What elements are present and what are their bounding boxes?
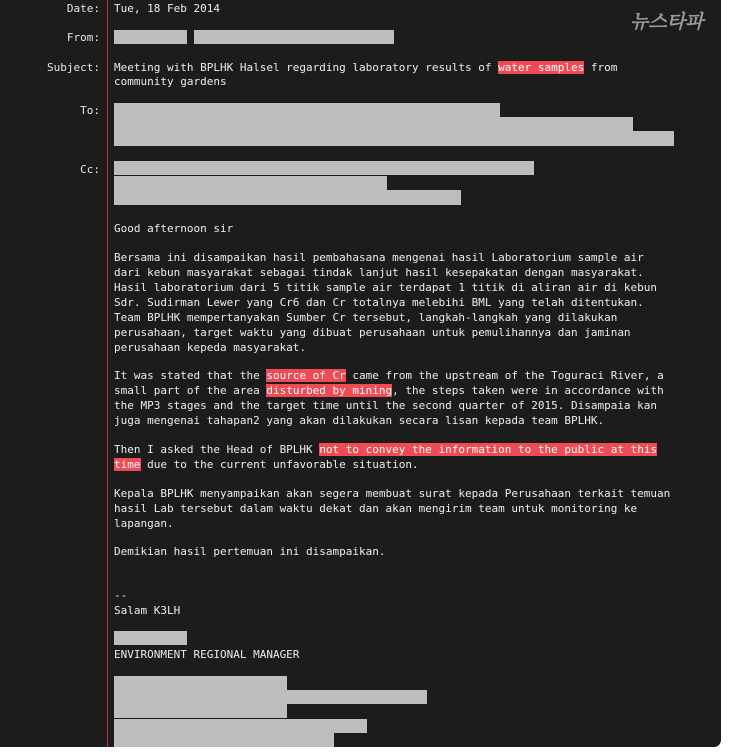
subject-highlight: water samples <box>498 61 585 74</box>
redacted-footer-4 <box>114 719 367 733</box>
logo-text: 뉴스타파 <box>630 11 704 33</box>
highlight-source-of-cr: source of Cr <box>266 369 346 382</box>
newstapa-logo <box>628 8 710 34</box>
signature-dash: -- <box>114 589 128 602</box>
paragraph-4: Kepala BPLHK menyampaikan akan segera membuat surat kepada Perusahaan terkait temuan hasil Lab tersebut dalam waktu dekat dan akan mengirim team untuk monitoring ke lapangan. <box>114 487 671 530</box>
redacted-from-name <box>114 30 187 44</box>
redacted-footer-5 <box>114 733 334 747</box>
redacted-cc-2 <box>114 176 387 190</box>
redacted-to-2 <box>114 117 633 131</box>
redacted-signer-name <box>114 631 187 645</box>
paragraph-5: Demikian hasil pertemuan ini disampaikan. <box>114 545 386 558</box>
redacted-to-3 <box>114 131 674 146</box>
subject-value-line2: community gardens <box>114 75 227 88</box>
date-value: Tue, 18 Feb 2014 <box>114 2 220 15</box>
from-label: From: <box>66 31 100 44</box>
redacted-cc-3 <box>114 190 461 205</box>
subject-value: Meeting with BPLHK Halsel regarding laboratory results of water samples from <box>114 61 618 74</box>
redacted-to-1 <box>114 103 500 117</box>
redacted-cc-1 <box>114 161 534 175</box>
date-label: Date: <box>66 2 100 15</box>
redacted-footer-3 <box>114 704 287 718</box>
highlight-disturbed-by-mining: disturbed by mining <box>266 384 393 397</box>
signature-name: Salam K3LH <box>114 604 181 617</box>
redacted-from-address <box>194 30 394 44</box>
signature-title: ENVIRONMENT REGIONAL MANAGER <box>114 648 300 661</box>
subject-label: Subject: <box>47 61 100 74</box>
to-label: To: <box>80 104 100 117</box>
margin-rule <box>107 0 108 747</box>
highlight-not-to-convey: not to convey the information to the public at this <box>319 443 658 456</box>
redacted-footer-2 <box>114 690 427 704</box>
redacted-footer-1 <box>114 676 287 690</box>
paragraph-3: Then I asked the Head of BPLHK not to convey the information to the public at this time due to the current unfavorable situation. <box>114 443 658 471</box>
highlight-time: time <box>114 458 141 471</box>
greeting: Good afternoon sir <box>114 222 234 235</box>
paragraph-2: It was stated that the source of Cr came from the upstream of the Toguraci River, a small part of the area disturbed by mining, the steps taken were in accordance with the MP3 stages and the target time until the second quarter of 2015. Disampaia kan juga mengenai tahapan2 yang akan dilakukan secara lisan kepada team BPLHK. <box>114 369 664 427</box>
cc-label: Cc: <box>80 163 100 176</box>
paragraph-1: Bersama ini disampaikan hasil pembahasana mengenai hasil Laboratorium sample air dari kebun masyarakat sebagai tindak lanjut hasil kesepakatan dengan masyarakat. Hasil laboratorium dari 5 titik sample air terdapat 1 titik di aliran air di kebun Sdr. Sudirman Lewer yang Cr6 dan Cr totalnya melebihi BML yang telah ditentukan. Team BPLHK mempertanyakan Sumber Cr tersebut, langkah-langkah yang dilakukan perusahaan, target waktu yang dibuat perusahaan untuk pemulihannya dan jaminan perusahaan kepeda masyarakat. <box>114 251 658 354</box>
